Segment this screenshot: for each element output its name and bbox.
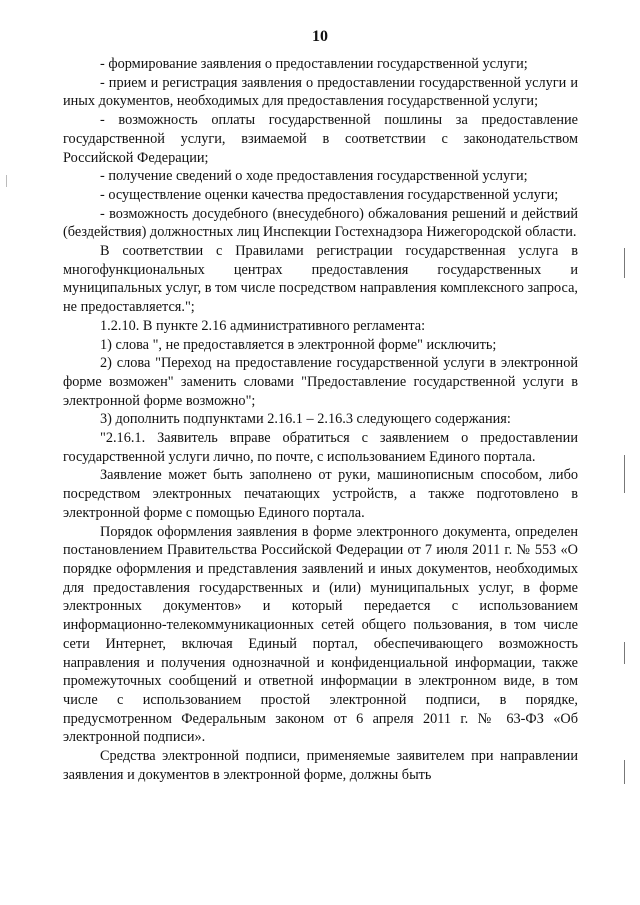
scan-artifact [624, 760, 625, 784]
paragraph: - возможность оплаты государственной пошлины за предоставление государственной услуги, взимаемой в соответствии с законодательством Российской Федерации; [63, 112, 578, 166]
document-body [63, 55, 578, 784]
paragraph: - прием и регистрация заявления о предоставлении государственной услуги и иных документов, необходимых для предоставления государственной услуги; [63, 74, 578, 110]
paragraph: - получение сведений о ходе предоставления государственной услуги; [100, 168, 528, 185]
paragraph: 1) слова ", не предоставляется в электронной форме" исключить; [100, 336, 497, 353]
paragraph: Порядок оформления заявления в форме электронного документа, определен постановлением Правительства Российской Федерации от 7 июля 2011 г. № 553 «О порядке оформления и представления заявлений и иных документов, необходимых для предоставления государственных и (или) муниципальных услуг, в форме электронных документов» и который передается с использованием информационно-телекоммуникационных сетей общего пользования, в том числе сети Интернет, включая Единый портал, обеспечивающего возможность направления и получения однозначной и конфиденциальной информации, также промежуточных сообщений и ответной информации в электронном виде, в том числе с использованием простой электронной подписи, в порядке, предусмотренном Федеральным законом от 6 апреля 2011 г. № 63-ФЗ «Об электронной подписи». [63, 523, 578, 746]
paragraph: - формирование заявления о предоставлении государственной услуги; [100, 56, 528, 72]
scan-artifact [624, 248, 625, 278]
paragraph: Средства электронной подписи, применяемые заявителем при направлении заявления и документов в электронной форме, должны быть [63, 748, 578, 783]
scan-artifact [624, 455, 625, 493]
paragraph: 1.2.10. В пункте 2.16 административного регламента: [100, 317, 426, 334]
paragraph: 2) слова "Переход на предоставление государственной услуги в электронной форме возможен" заменить словами "Предоставление государственной услуги в электронной форме возможно"; [63, 355, 578, 409]
scan-artifact [6, 175, 7, 187]
paragraph: "2.16.1. Заявитель вправе обратиться с заявлением о предоставлении государственной услуги лично, по почте, с использованием Единого портала. [63, 430, 578, 465]
paragraph: Заявление может быть заполнено от руки, машинописным способом, либо посредством электронных печатающих устройств, а также подготовлено в электронной форме с помощью Единого портала. [63, 467, 578, 521]
page-number: 10 [312, 28, 328, 45]
paragraph: - возможность досудебного (внесудебного) обжалования решений и действий (бездействия) должностных лиц Инспекции Гостехнадзора Нижегородской области. [63, 205, 578, 241]
paragraph: 3) дополнить подпунктами 2.16.1 – 2.16.3 следующего содержания: [100, 411, 511, 428]
paragraph: - осуществление оценки качества предоставления государственной услуги; [100, 186, 559, 203]
scan-artifact [624, 642, 625, 664]
paragraph: В соответствии с Правилами регистрации государственная услуга в многофункциональных центрах предоставления государственных и муниципальных услуг, в том числе посредством направления комплексного запроса, не предоставляется."; [63, 243, 578, 316]
